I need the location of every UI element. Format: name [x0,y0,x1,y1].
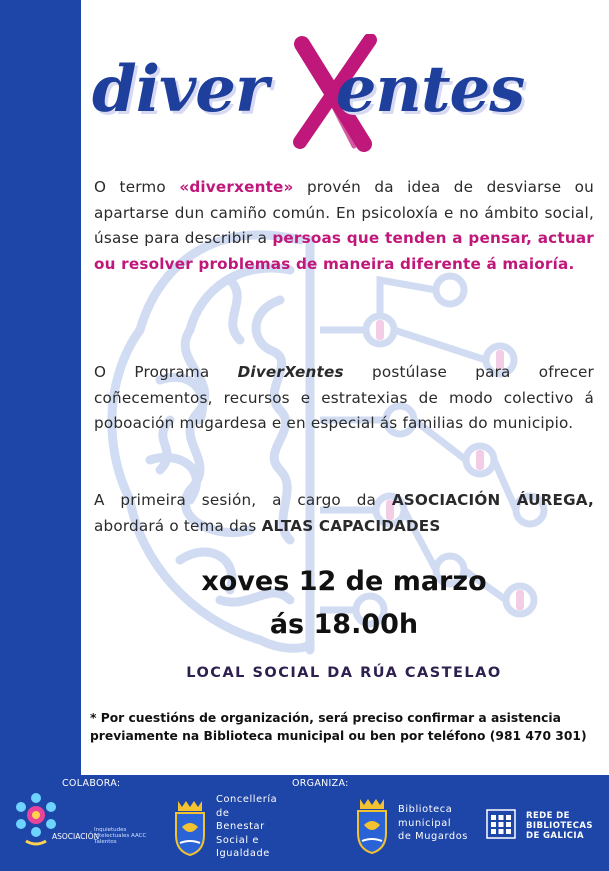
association-logo-text: ASOCIACIÓN [52,832,100,841]
aurega-association-logo [12,789,152,859]
event-time: ás 18.00h [269,609,419,640]
colabora-label: COLABORA: [62,778,121,789]
program-paragraph: O Programa DiverXentes postúlase para ofrecer coñecementos, recursos e estratexias de modo colectivo á poboación mugardesa e en especial ás familias do municipio. [94,363,594,432]
association-name: ASOCIACIÓN ÁUREGA, [391,491,594,509]
intro-paragraph: O termo «diverxente» provén da idea de desviarse ou apartarse dun camiño común. En psicoloxía e no ámbito social, úsase para describir a persoas que tenden a pensar, actuar ou resolver problemas de maneira diferente á maioría. [94,178,594,273]
event-venue: LOCAL SOCIAL DA RÚA CASTELAO [186,665,502,681]
mugardos-coat-of-arms-icon [170,797,210,857]
organiza-label: ORGANIZA: [292,778,349,789]
mugardos-coat-of-arms-icon-2 [352,795,392,855]
confirmation-note: * Por cuestións de organización, será preciso confirmar a asistencia previamente na Biblioteca municipal ou ben por teléfono (981 470 301) [90,711,587,743]
session-topic: ALTAS CAPACIDADES [261,516,441,535]
rede-bibliotecas-galicia-icon [486,809,516,839]
session-paragraph: A primeira sesión, a cargo da ASOCIACIÓN ÁUREGA, abordará o tema das ALTAS CAPACIDADES [94,491,594,535]
program-name: DiverXentes [237,363,344,381]
event-date: xoves 12 de marzo [201,566,487,597]
term-highlight: «diverxente» [179,178,294,196]
association-logo-subtext: Inquietudes intelectuales AACC Talentos [94,827,147,845]
definition-highlight: persoas que tenden a pensar, actuar ou resolver problemas de maneira diferente á maioría. [94,229,594,273]
rede-bibliotecas-text: REDE DE BIBLIOTECAS DE GALICIA [526,811,593,841]
diverxentes-logo [92,30,525,150]
footer [0,775,609,871]
biblioteca-municipal-text: Biblioteca municipal de Mugardos [398,804,469,842]
concelleria-benestar-text: Concellería de Benestar Social e Igualdade [216,794,278,859]
logo-title: diver entes [92,52,525,127]
